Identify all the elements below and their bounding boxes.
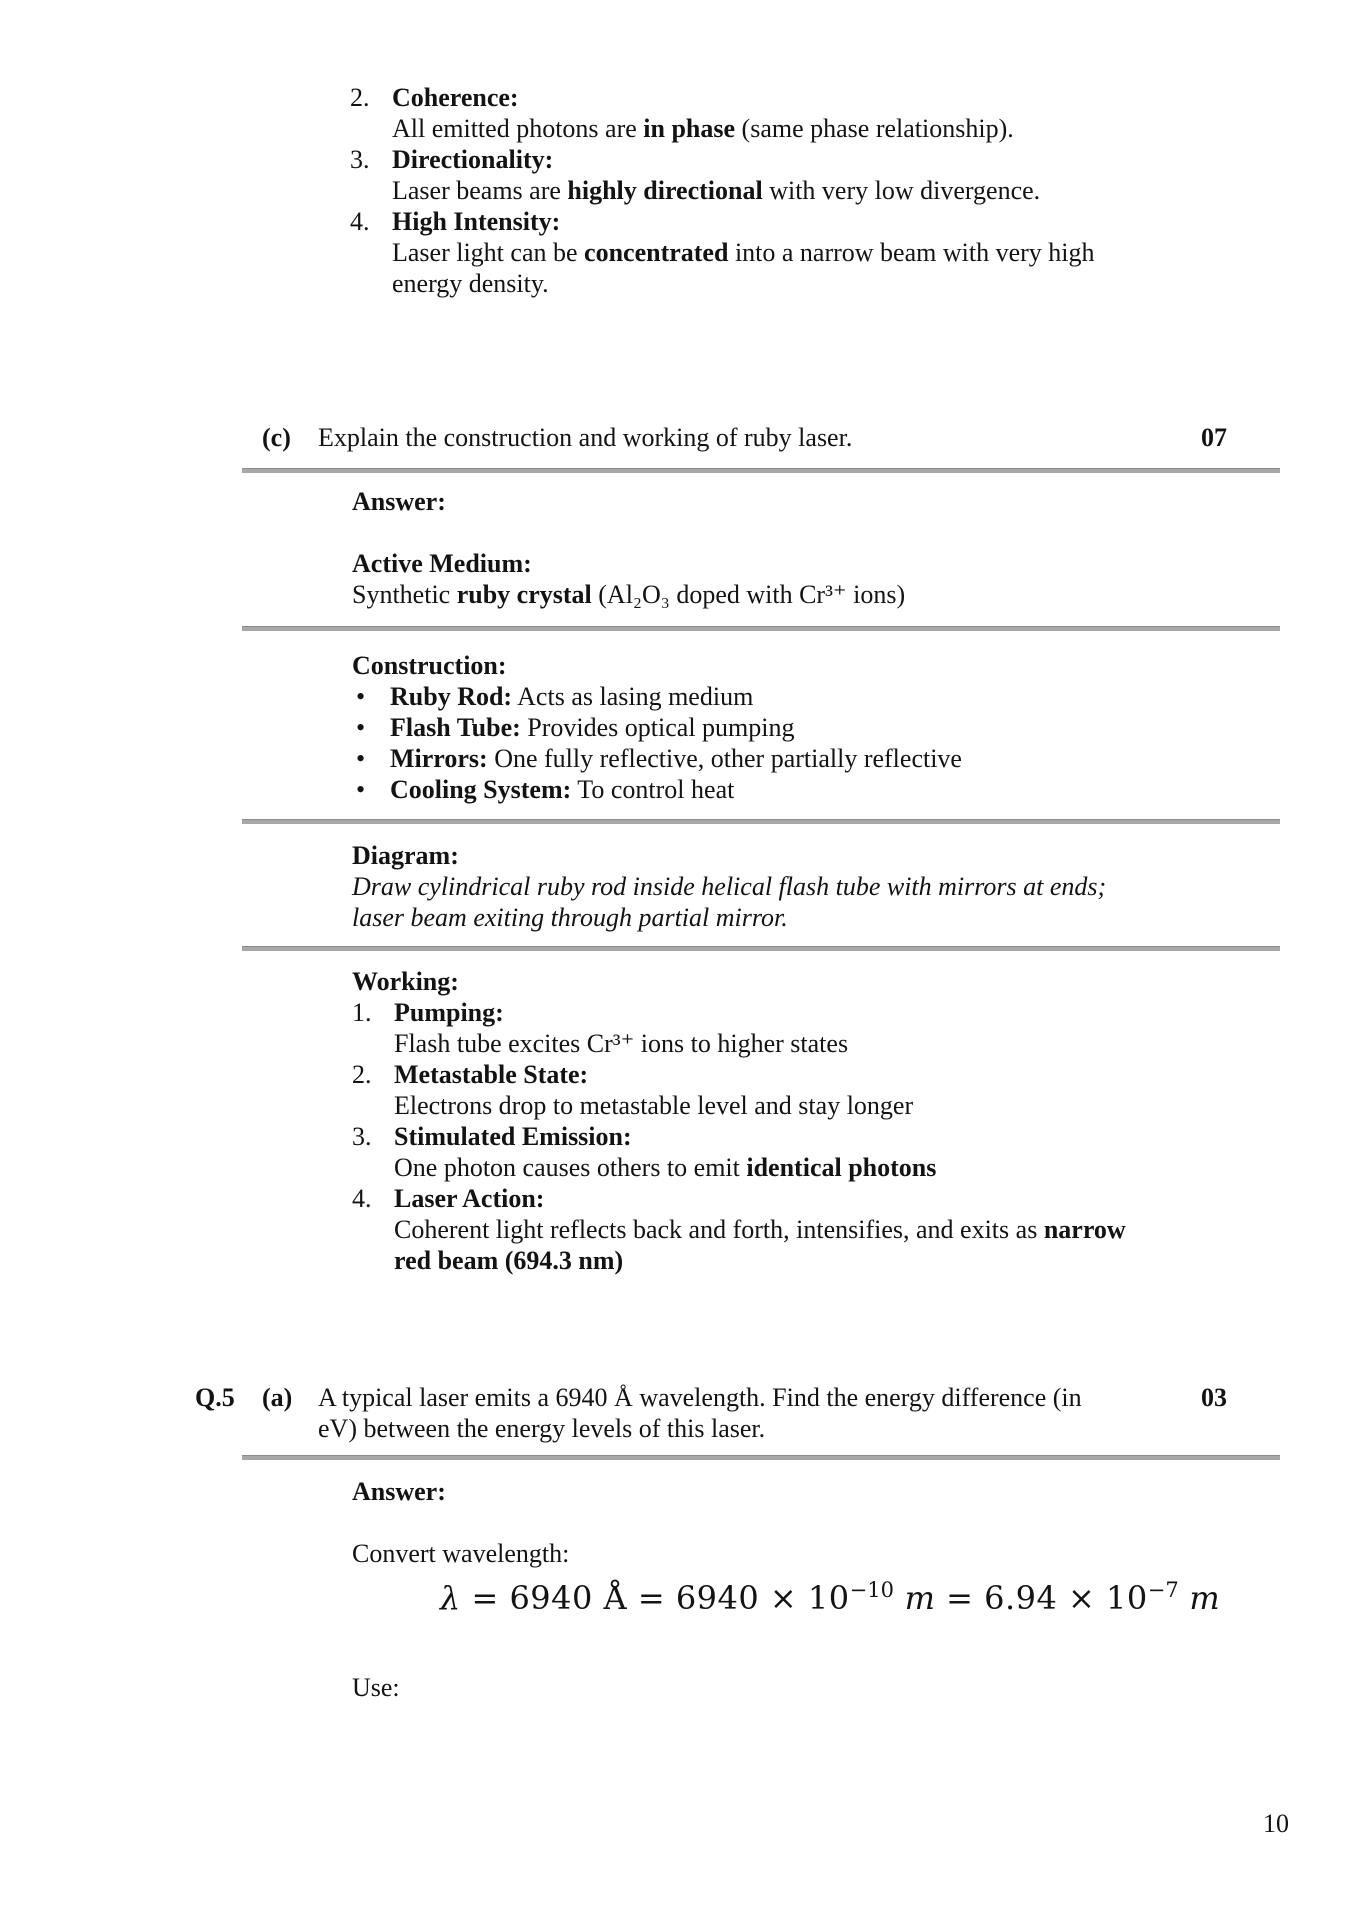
diagram-section	[352, 840, 1106, 933]
question-5-number: Q.5	[195, 1383, 235, 1412]
body-text: Coherent light reflects back and forth, intensifies, and exits as	[394, 1215, 1044, 1244]
body-text: (same phase relationship).	[735, 114, 1014, 143]
active-medium-title: Active Medium:	[352, 549, 532, 578]
body-text: One photon causes others to emit	[394, 1153, 747, 1182]
list-number: 4.	[352, 1184, 372, 1213]
body-text: Flash tube excites Cr³⁺ ions to higher states	[394, 1029, 849, 1058]
working-item-body	[394, 1028, 1126, 1059]
diagram-title: Diagram:	[352, 841, 459, 870]
bullet-icon: •	[356, 682, 366, 711]
list-number: 1.	[352, 998, 372, 1027]
body-text-bold: highly directional	[567, 176, 763, 205]
bullet-icon: •	[356, 713, 366, 742]
list-item-body	[392, 268, 1095, 299]
bullet-term: Flash Tube:	[390, 713, 521, 742]
divider	[242, 819, 1280, 824]
bullet-item	[352, 712, 962, 743]
working-item-heading	[352, 997, 1126, 1028]
bullet-text: One fully reflective, other partially reflective	[487, 744, 962, 773]
body-text: All emitted photons are	[392, 114, 644, 143]
working-item-heading	[352, 1183, 1126, 1214]
working-section	[352, 966, 1126, 1276]
lambda-symbol: λ	[440, 1579, 461, 1617]
body-text: into a narrow beam with very high	[728, 238, 1095, 267]
body-text-bold: red beam (694.3 nm)	[394, 1246, 624, 1275]
bullet-icon: •	[356, 775, 366, 804]
construction-title: Construction:	[352, 651, 507, 680]
wavelength-formula	[440, 1578, 1220, 1622]
list-number: 2.	[350, 83, 370, 112]
divider	[242, 1455, 1280, 1460]
working-item-body	[394, 1152, 1126, 1183]
diagram-note-line: Draw cylindrical ruby rod inside helical flash tube with mirrors at ends;	[352, 872, 1107, 901]
body-text: Synthetic	[352, 580, 457, 609]
question-c-label: (c)	[262, 423, 291, 452]
body-text-bold: concentrated	[584, 238, 729, 267]
working-item-heading	[352, 1121, 1126, 1152]
body-text-bold: in phase	[643, 114, 736, 143]
list-number: 3.	[352, 1122, 372, 1151]
bullet-term: Cooling System:	[390, 775, 572, 804]
laser-properties-list	[350, 82, 1095, 299]
body-text: Laser light can be	[392, 238, 585, 267]
body-text-bold: narrow	[1043, 1215, 1126, 1244]
spacer	[352, 517, 905, 548]
working-item-title: Pumping:	[394, 998, 504, 1027]
list-item-heading	[350, 206, 1095, 237]
formula-exponent: −7	[1147, 1578, 1179, 1602]
answer-label: Answer:	[352, 487, 446, 516]
body-text: Electrons drop to metastable level and stay longer	[394, 1091, 914, 1120]
list-item-title: Coherence:	[392, 83, 519, 112]
answer-c-intro	[352, 486, 905, 610]
list-number: 3.	[350, 145, 370, 174]
list-number: 4.	[350, 207, 370, 236]
body-text-bold: ruby crystal	[456, 580, 592, 609]
question-5a-text	[318, 1382, 1082, 1444]
list-item-heading	[350, 144, 1095, 175]
formula-unit: m	[893, 1579, 936, 1617]
bullet-text: Provides optical pumping	[520, 713, 795, 742]
formula-exponent: −10	[849, 1578, 894, 1602]
working-item-heading	[352, 1059, 1126, 1090]
formula-text: = 6.94 × 10	[935, 1579, 1148, 1617]
working-item-title: Metastable State:	[394, 1060, 589, 1089]
question-5a-marks: 03	[1201, 1383, 1227, 1412]
divider	[242, 626, 1280, 631]
convert-wavelength-label: Convert wavelength:	[352, 1539, 570, 1568]
bullet-item	[352, 681, 962, 712]
body-text: energy density.	[392, 269, 549, 298]
list-item-title: High Intensity:	[392, 207, 561, 236]
answer-5a-intro	[352, 1476, 569, 1569]
bullet-term: Mirrors:	[390, 744, 488, 773]
use-label: Use:	[352, 1673, 400, 1702]
body-text: (Al₂O₃ doped with Cr³⁺ ions)	[591, 580, 906, 609]
construction-section	[352, 650, 962, 805]
bullet-item	[352, 743, 962, 774]
working-item-body	[394, 1214, 1126, 1245]
working-item-body	[394, 1245, 1126, 1276]
list-item-title: Directionality:	[392, 145, 554, 174]
working-item-title: Stimulated Emission:	[394, 1122, 632, 1151]
working-item-title: Laser Action:	[394, 1184, 545, 1213]
list-number: 2.	[352, 1060, 372, 1089]
bullet-icon: •	[356, 744, 366, 773]
active-medium-line	[352, 579, 905, 610]
formula-unit: m	[1178, 1579, 1221, 1617]
formula-text: = 6940 Å = 6940 × 10	[460, 1579, 850, 1617]
question-c-marks: 07	[1201, 423, 1227, 452]
bullet-item	[352, 774, 962, 805]
body-text-bold: identical photons	[746, 1153, 937, 1182]
question-line: eV) between the energy levels of this laser.	[318, 1414, 766, 1443]
list-item-body	[392, 113, 1095, 144]
answer-label: Answer:	[352, 1477, 446, 1506]
question-line: A typical laser emits a 6940 Å wavelength. Find the energy difference (in	[318, 1383, 1082, 1412]
page-number: 10	[1263, 1809, 1289, 1838]
question-c-text: Explain the construction and working of ruby laser.	[318, 423, 853, 452]
list-item-heading	[350, 82, 1095, 113]
body-text: Laser beams are	[392, 176, 568, 205]
working-item-body	[394, 1090, 1126, 1121]
bullet-text: To control heat	[571, 775, 735, 804]
bullet-term: Ruby Rod:	[390, 682, 513, 711]
working-title: Working:	[352, 967, 459, 996]
diagram-note-line: laser beam exiting through partial mirror.	[352, 903, 788, 932]
body-text: with very low divergence.	[762, 176, 1041, 205]
divider	[242, 946, 1280, 951]
question-5a-label: (a)	[262, 1383, 293, 1412]
spacer	[352, 1507, 569, 1538]
bullet-text: Acts as lasing medium	[512, 682, 754, 711]
list-item-body	[392, 237, 1095, 268]
list-item-body	[392, 175, 1095, 206]
divider	[242, 468, 1280, 473]
